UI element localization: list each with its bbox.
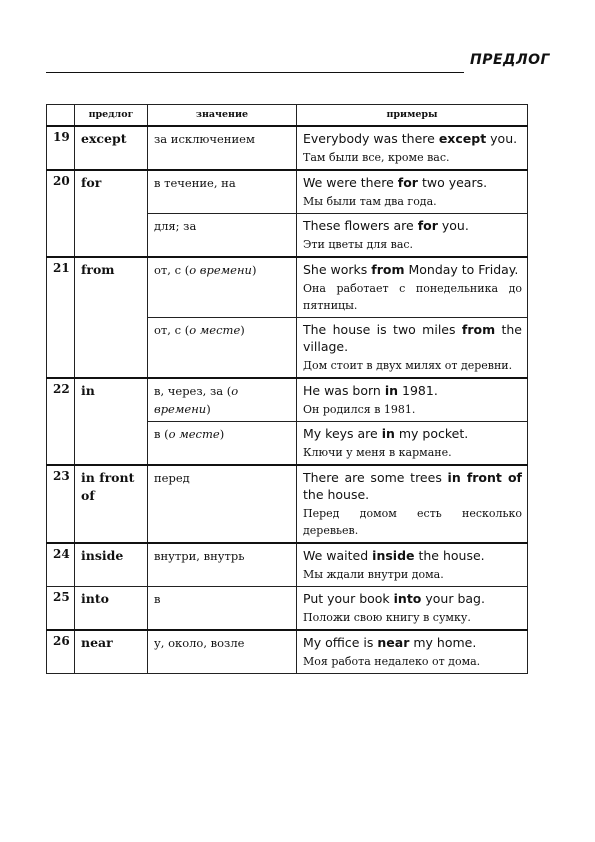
- header-meaning: значение: [148, 105, 297, 127]
- example-cell: [297, 378, 528, 422]
- example-russian: Там были все, кроме вас.: [303, 151, 450, 164]
- example-russian: Мы ждали внутри дома.: [303, 568, 444, 581]
- example-cell: [297, 465, 528, 543]
- preposition: in front of: [75, 465, 148, 543]
- preposition: except: [75, 126, 148, 170]
- table-row: [47, 126, 528, 170]
- header-examples: примеры: [297, 105, 528, 127]
- example-english: My office is near my home.: [303, 635, 477, 650]
- example-english: The house is two miles from the village.: [303, 322, 522, 354]
- row-number: 23: [47, 465, 75, 543]
- meaning: в (о месте): [148, 422, 297, 466]
- table-row: [47, 378, 528, 422]
- meaning: от, с (о месте): [148, 318, 297, 379]
- example-russian: Мы были там два года.: [303, 195, 437, 208]
- row-number: 25: [47, 587, 75, 631]
- preposition: into: [75, 587, 148, 631]
- example-russian: Положи свою книгу в сумку.: [303, 611, 471, 624]
- example-english: He was born in 1981.: [303, 383, 438, 398]
- table-row: [47, 543, 528, 587]
- header-preposition: предлог: [75, 105, 148, 127]
- preposition: near: [75, 630, 148, 674]
- example-cell: [297, 543, 528, 587]
- example-english: Everybody was there except you.: [303, 131, 518, 146]
- meaning: в течение, на: [148, 170, 297, 214]
- example-russian: Он родился в 1981.: [303, 403, 416, 416]
- example-english: These flowers are for you.: [303, 218, 469, 233]
- example-english: My keys are in my pocket.: [303, 426, 469, 441]
- meaning: в: [148, 587, 297, 631]
- example-russian: Перед домом есть несколько деревьев.: [303, 507, 522, 537]
- preposition: from: [75, 257, 148, 378]
- example-russian: Ключи у меня в кармане.: [303, 446, 452, 459]
- meaning: перед: [148, 465, 297, 543]
- table-row: [47, 630, 528, 674]
- row-number: 24: [47, 543, 75, 587]
- row-number: 19: [47, 126, 75, 170]
- example-cell: [297, 214, 528, 258]
- example-cell: [297, 257, 528, 318]
- example-cell: [297, 630, 528, 674]
- example-cell: [297, 587, 528, 631]
- table-row: [47, 257, 528, 318]
- preposition: inside: [75, 543, 148, 587]
- example-russian: Дом стоит в двух милях от деревни.: [303, 359, 513, 372]
- meaning: у, около, возле: [148, 630, 297, 674]
- example-cell: [297, 422, 528, 466]
- table-row: [47, 170, 528, 214]
- meaning: от, с (о времени): [148, 257, 297, 318]
- example-english: We were there for two years.: [303, 175, 488, 190]
- meaning: для; за: [148, 214, 297, 258]
- row-number: 26: [47, 630, 75, 674]
- meaning: за исключением: [148, 126, 297, 170]
- table-row: [47, 587, 528, 631]
- example-english: We waited inside the house.: [303, 548, 485, 563]
- example-english: There are some trees in front of the house.: [303, 470, 522, 502]
- running-head: ПРЕДЛОГ: [470, 52, 550, 68]
- meaning: в, через, за (о времени): [148, 378, 297, 422]
- row-number: 20: [47, 170, 75, 257]
- example-russian: Она работает с понедельника до пятницы.: [303, 282, 522, 312]
- example-cell: [297, 170, 528, 214]
- prepositions-table: [46, 104, 528, 674]
- example-russian: Моя работа недалеко от дома.: [303, 655, 481, 668]
- header-number: [47, 105, 75, 127]
- preposition: in: [75, 378, 148, 465]
- row-number: 22: [47, 378, 75, 465]
- row-number: 21: [47, 257, 75, 378]
- example-cell: [297, 318, 528, 379]
- table-row: [47, 465, 528, 543]
- example-russian: Эти цветы для вас.: [303, 238, 414, 251]
- header-rule: [46, 72, 464, 73]
- meaning: внутри, внутрь: [148, 543, 297, 587]
- example-english: She works from Monday to Friday.: [303, 262, 519, 277]
- preposition: for: [75, 170, 148, 257]
- example-english: Put your book into your bag.: [303, 591, 485, 606]
- table-header-row: [47, 105, 528, 127]
- example-cell: [297, 126, 528, 170]
